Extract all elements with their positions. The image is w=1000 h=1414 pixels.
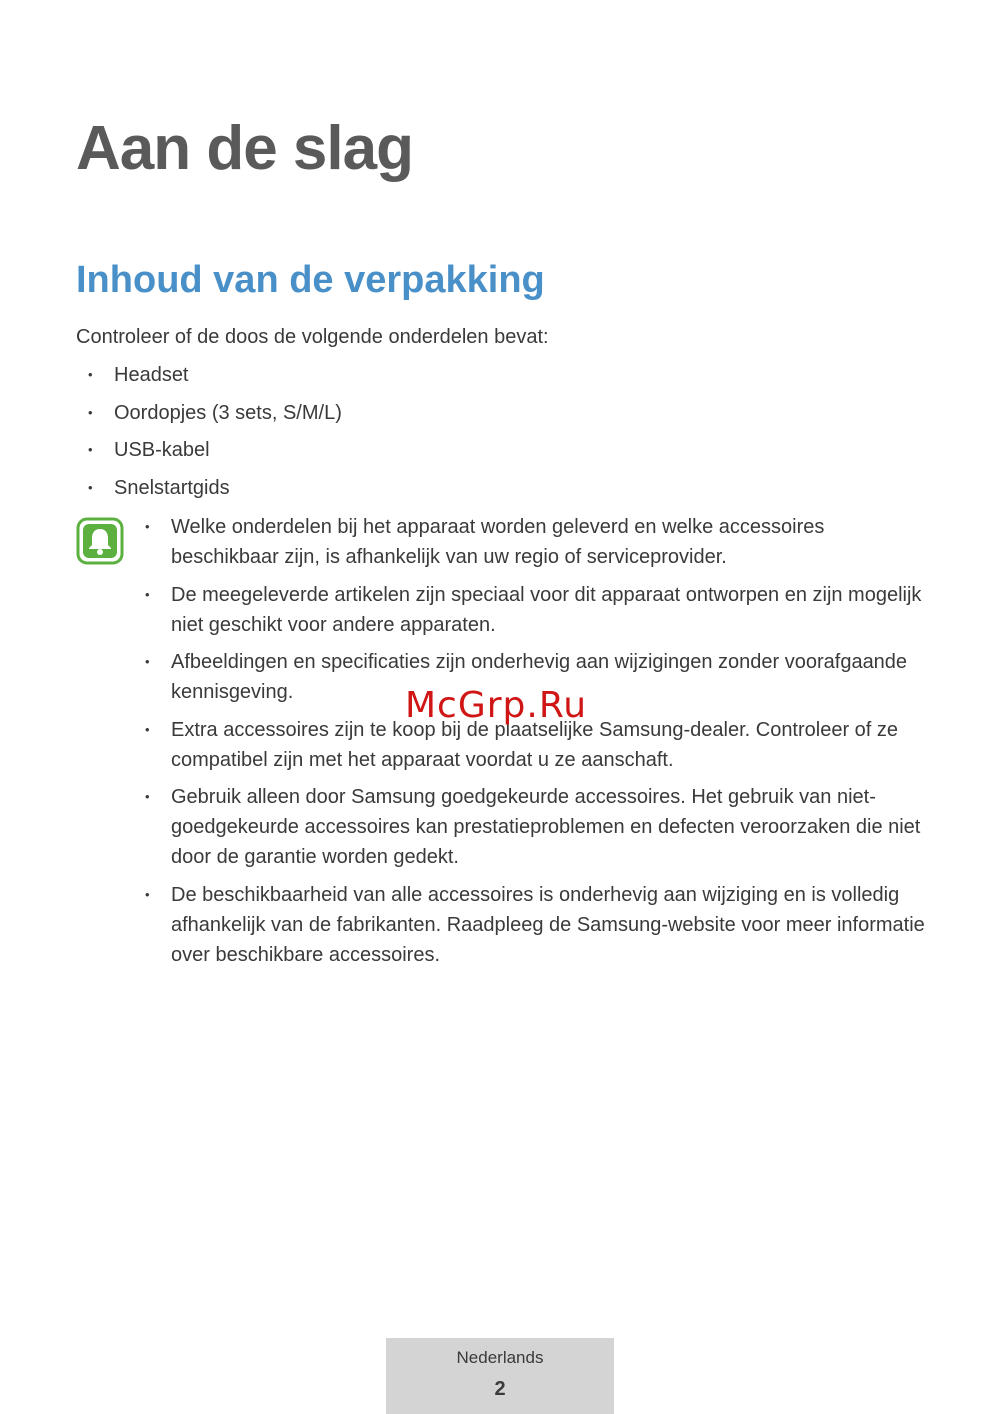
page-footer (386, 1338, 614, 1414)
list-item: • Snelstartgids (76, 473, 342, 503)
note-item: • Welke onderdelen bij het apparaat worden geleverd en welke accessoires beschikbaar zijn, is afhankelijk van uw regio of serviceprovider. (145, 512, 925, 572)
watermark: McGrp.Ru (405, 685, 588, 726)
package-contents-list (76, 360, 342, 510)
note-item: • Afbeeldingen en specificaties zijn onderhevig aan wijzigingen zonder voorafgaande kennisgeving. (145, 647, 925, 707)
list-item: • Headset (76, 360, 342, 390)
note-item: • De beschikbaarheid van alle accessoires is onderhevig aan wijziging en is volledig afhankelijk van de fabrikanten. Raadpleeg de Samsung-website voor meer informatie over beschikbare accessoires. (145, 880, 925, 970)
list-item: • Oordopjes (3 sets, S/M/L) (76, 398, 342, 428)
section-intro: Controleer of de doos de volgende onderdelen bevat: (76, 326, 549, 348)
notes-list (145, 512, 925, 977)
chapter-title: Aan de slag (76, 114, 413, 183)
footer-language: Nederlands (456, 1348, 544, 1367)
notification-bell-icon (76, 517, 124, 565)
section-title: Inhoud van de verpakking (76, 259, 545, 301)
list-item: • USB-kabel (76, 435, 342, 465)
note-item: • Extra accessoires zijn te koop bij de plaatselijke Samsung-dealer. Controleer of ze compatibel zijn met het apparaat voordat u ze aanschaft. (145, 715, 925, 775)
page-number: 2 (494, 1378, 506, 1400)
note-item: • De meegeleverde artikelen zijn speciaal voor dit apparaat ontworpen en zijn mogelijk niet geschikt voor andere apparaten. (145, 580, 925, 640)
note-item: • Gebruik alleen door Samsung goedgekeurde accessoires. Het gebruik van niet-goedgekeurde accessoires kan prestatieproblemen en defecten veroorzaken die niet door de garantie worden gedekt. (145, 782, 925, 872)
